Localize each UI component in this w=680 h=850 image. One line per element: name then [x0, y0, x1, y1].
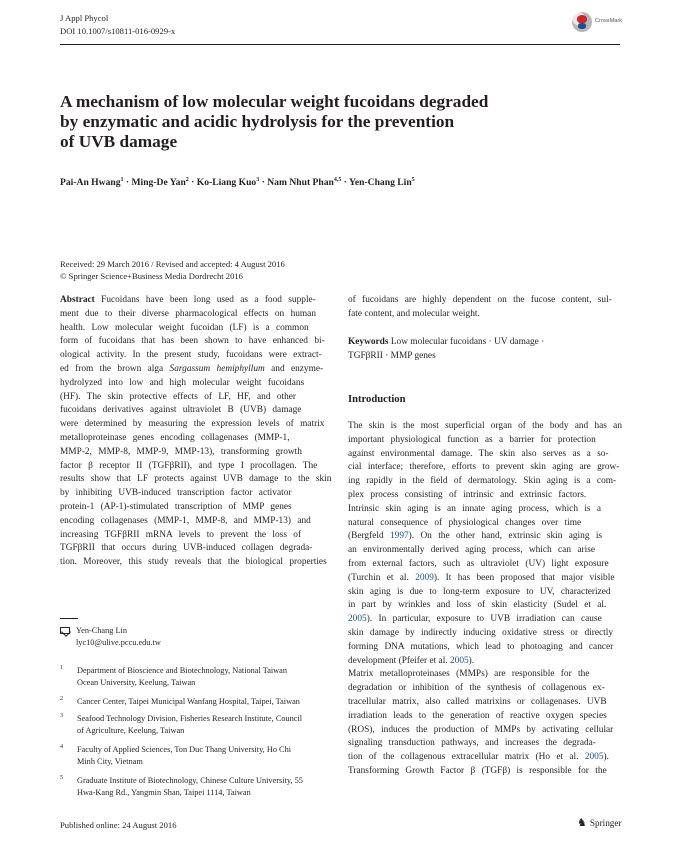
species-name: Sargassum hemiphyllum — [169, 363, 265, 374]
text-line: fate content, and molecular weight. — [348, 308, 480, 319]
text-line: important physiological function as a barrier for protection — [348, 434, 596, 445]
affiliation-line: Ocean University, Keelung, Taiwan — [77, 677, 196, 687]
abstract — [60, 294, 334, 570]
author-name: Pai-An Hwang — [60, 177, 121, 188]
text-line: (Turchin et al. 2009). It has been proposed that major visible — [348, 572, 615, 583]
text-line: tracellular matrix, also called matrixins or collagenases. UVB — [348, 696, 607, 707]
text-line: cial interface; therefore, efforts to prevent skin aging are grow- — [348, 462, 620, 473]
author-name: Nam Nhut Phan — [267, 177, 334, 188]
text-line: encoding collagenases (MMP-1, MMP-8, and MMP-13) and — [60, 515, 311, 526]
text-line: skin damage by indirectly inducing oxidative stress or directly — [348, 627, 614, 638]
affiliation-line: Hwa-Kang Rd., Yangmin Shan, Taipei 1114, Taiwan — [77, 787, 251, 797]
journal-name: J Appl Phycol — [60, 13, 109, 23]
affiliation-number: 5 — [60, 775, 63, 781]
text-line: signaling transduction pathways, and increases the degrada- — [348, 738, 596, 749]
text-line: metalloproteinase genes encoding collagenases (MMP-1, — [60, 432, 290, 443]
text-line: from external factors, such as ultraviolet (UV) light exposure — [348, 558, 609, 569]
published-online: Published online: 24 August 2016 — [60, 820, 177, 830]
text-line: fucoidans derivatives against ultraviolet B (UVB) damage — [60, 405, 302, 416]
text-line: irradiation leads to the generation of reactive oxygen species — [348, 710, 607, 721]
text-line: The skin is the most superficial organ of the body and has an — [348, 421, 622, 431]
text-line: protein-1 (AP-1)-stimulated transcription of MMP genes — [60, 501, 292, 512]
author-affil: 3 — [256, 177, 260, 183]
text-line: in part by wrinkles and loss of skin elasticity (Sudel et al. — [348, 600, 607, 611]
keywords-heading: Keywords — [348, 337, 389, 347]
affiliation-line: Graduate Institute of Biotechnology, Chinese Culture University, 55 — [77, 776, 303, 785]
keywords-line: Low molecular fucoidans · UV damage · — [388, 337, 545, 347]
crossmark-icon — [572, 12, 592, 32]
keywords — [348, 336, 622, 364]
corresponding-author: Yen-Chang Lin — [76, 626, 128, 635]
text-line: tion of the collagenous extracellular matrix (Ho et al. 2005). — [348, 752, 609, 763]
text-line: an environmentally derived aging process, which can arise — [348, 545, 595, 556]
title-line: by enzymatic and acidic hydrolysis for the prevention — [60, 112, 455, 131]
footnote-rule — [60, 618, 78, 619]
keywords-line: TGFβRII · MMP genes — [348, 350, 436, 361]
corresponding-email[interactable]: lyc10@ulive.pccu.edu.tw — [76, 637, 161, 647]
crossmark-badge[interactable] — [572, 12, 632, 32]
text-line: TGFβRII that occurs during UVB-induced collagen degrada- — [60, 543, 313, 554]
text-line: natural consequence of physiological changes over time — [348, 517, 582, 528]
introduction-heading: Introduction — [348, 394, 406, 405]
affiliation-line: Cancer Center, Taipei Municipal Wanfang Hospital, Taipei, Taiwan — [77, 697, 300, 706]
author-affil: 1 — [120, 177, 124, 183]
publisher-logo — [577, 816, 622, 829]
title-line: A mechanism of low molecular weight fucoidans degraded — [60, 92, 489, 111]
publisher-name: Springer — [589, 818, 622, 828]
text-line: (Bergfeld 1997). On the other hand, extrinsic skin aging is — [348, 531, 603, 542]
text-line: 2005). In particular, exposure to UVB irradiation can cause — [348, 614, 602, 625]
author-name: Ming-De Yan — [131, 177, 186, 188]
text-line: skin aging is due to long-term exposure to UV, characterized — [348, 586, 611, 597]
running-header — [60, 12, 175, 37]
text-line: ed from the brown alga Sargassum hemiphyllum and enzyme- — [60, 363, 324, 374]
envelope-icon — [60, 627, 70, 634]
text-line: by inhibiting UVB-induced transcription factor activator — [60, 488, 292, 499]
citation-link[interactable]: 2005 — [348, 614, 367, 625]
author-name: Ko-Liang Kuo — [196, 177, 257, 188]
text-line: results show that LF protects against UVB damage to the skin — [60, 474, 332, 485]
text-line: increasing TGFβRII mRNA levels to prevent the loss of — [60, 529, 302, 540]
citation-link[interactable]: 1997 — [389, 531, 409, 542]
affiliation-number: 3 — [60, 713, 63, 719]
article-title — [60, 92, 560, 152]
abstract-heading: Abstract — [60, 295, 95, 305]
springer-horse-icon: ♞ — [577, 817, 587, 829]
text-line: hydrolyzed into low and high molecular weight fucoidans — [60, 377, 305, 388]
text-line: factor β receptor II (TGFβRII), and type I procollagen. The — [60, 460, 318, 471]
text-line: were determined by measuring the expression levels of matrix — [60, 419, 325, 430]
affiliation-line: Department of Bioscience and Biotechnology, National Taiwan — [77, 666, 288, 675]
text-line: form of fucoidans that has been shown to have enhanced bi- — [60, 336, 325, 347]
copyright: © Springer Science+Business Media Dordrecht 2016 — [60, 270, 243, 281]
introduction-body — [348, 420, 622, 779]
correspondence — [60, 625, 161, 648]
affiliation-number: 1 — [60, 665, 63, 671]
text-line: MMP-2, MMP-8, MMP-9, MMP-13), transforming growth — [60, 446, 302, 457]
text-line: ological activity. In the present study, fucoidans were extract- — [60, 350, 322, 361]
text-line: health. Low molecular weight fucoidan (LF) is a common — [60, 322, 309, 333]
text-line: degradation or inhibition of the synthesis of collagenous ex- — [348, 683, 605, 694]
text-line: (HF). The skin protective effects of LF, HF, and other — [60, 391, 297, 402]
text-line: Transforming Growth Factor β (TGFβ) is responsible for the — [348, 765, 607, 776]
crossmark-label: CrossMark — [595, 18, 623, 24]
text-line: development (Pfeifer et al. 2005). — [348, 655, 475, 666]
citation-link[interactable]: 2005 — [584, 752, 604, 763]
abstract-continuation — [348, 294, 622, 322]
affiliation-line: Minh City, Vietnam — [77, 756, 143, 766]
text-line: against environmental damage. The skin also serves as a so- — [348, 448, 609, 459]
author-affil: 5 — [411, 177, 415, 183]
affiliation-line: Faculty of Applied Sciences, Ton Duc Thang University, Ho Chi — [77, 745, 292, 754]
author-affil: 2 — [185, 177, 189, 183]
affiliation-line: Seafood Technology Division, Fisheries Research Institute, Council — [77, 714, 303, 723]
doi[interactable]: DOI 10.1007/s10811-016-0929-x — [60, 25, 176, 36]
affiliation-number: 2 — [60, 696, 63, 702]
affiliation-number: 4 — [60, 744, 63, 750]
text-line: forming DNA mutations, which lead to photoaging and cancer — [348, 641, 614, 652]
text-line: Abstract Fucoidans have been long used as a food supple- — [60, 295, 316, 305]
text-line: Matrix metalloproteinases (MMPs) are responsible for the — [348, 669, 590, 680]
title-line: of UVB damage — [60, 132, 178, 151]
text-line: of fucoidans are highly dependent on the fucose content, sul- — [348, 295, 612, 305]
citation-link[interactable]: 2005 — [449, 655, 469, 666]
text-line: plex process consisting of intrinsic and extrinsic factors. — [348, 489, 587, 500]
text-line: (ROS), induces the production of MMPs by activating cellular — [348, 724, 614, 735]
citation-link[interactable]: 2009 — [415, 572, 434, 583]
author-list: Pai-An Hwang$^1$ · Ming-De Yan$^2$ · Ko-Liang Kuo$^3$ · Nam Nhut Phan$^{4,5}$ · Yen-Chang Lin$^5$ — [60, 177, 415, 188]
text-line: ment due to their diverse pharmacological effects on human — [60, 308, 316, 319]
received-info — [60, 259, 285, 282]
author-name: Yen-Chang Lin — [349, 177, 412, 188]
text-line: ing rapidly in the field of dermatology. Skin aging is a com- — [348, 476, 617, 487]
text-line: tion. Moreover, this study reveals that the biological properties — [60, 557, 327, 568]
affiliation-line: of Agriculture, Keelung, Taiwan — [77, 725, 185, 735]
header-divider — [60, 44, 620, 45]
received-dates: Received: 29 March 2016 / Revised and accepted: 4 August 2016 — [60, 259, 285, 269]
text-line: Intrinsic skin aging is an innate aging process, which is a — [348, 503, 602, 514]
author-affil: 4,5 — [333, 177, 342, 183]
